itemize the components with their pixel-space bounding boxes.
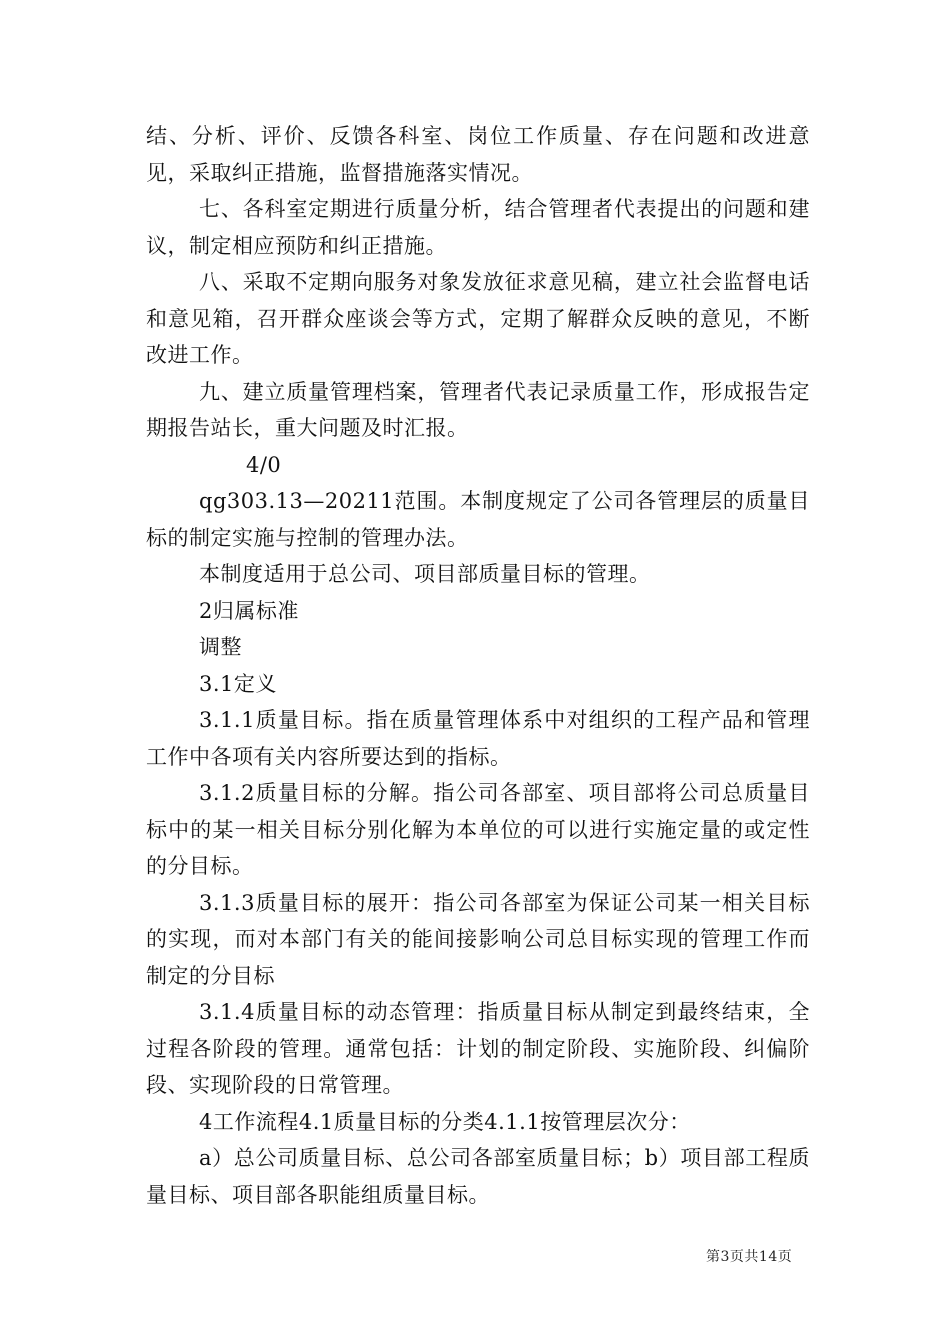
paragraph-scope: qg303.13—20211范围。本制度规定了公司各管理层的质量目标的制定实施与控制的管理办法。 bbox=[146, 489, 810, 550]
heading-section-2: 2归属标准 bbox=[199, 598, 299, 623]
paragraph-applicability: 本制度适用于总公司、项目部质量目标的管理。 bbox=[199, 562, 651, 586]
paragraph-item-8: 八、采取不定期向服务对象发放征求意见稿，建立社会监督电话和意见箱，召开群众座谈会等方式，定期了解群众反映的意见，不断改进工作。 bbox=[146, 270, 810, 367]
heading-section-3-1: 3.1定义 bbox=[199, 671, 277, 696]
page-marker: 4/0 bbox=[246, 452, 282, 477]
page-number-footer: 第3页共14页 bbox=[706, 1249, 793, 1265]
document-body bbox=[146, 118, 810, 1213]
paragraph-section-4: 4工作流程4.1质量目标的分类4.1.1按管理层次分： bbox=[199, 1109, 691, 1134]
paragraph-3-1-4: 3.1.4质量目标的动态管理：指质量目标从制定到最终结束，全过程各阶段的管理。通常包括：计划的制定阶段、实施阶段、纠偏阶段、实现阶段的日常管理。 bbox=[146, 1000, 810, 1097]
heading-adjustment: 调整 bbox=[199, 635, 242, 659]
paragraph-item-7: 七、各科室定期进行质量分析，结合管理者代表提出的问题和建议，制定相应预防和纠正措施。 bbox=[146, 197, 810, 258]
paragraph-3-1-1: 3.1.1质量目标。指在质量管理体系中对组织的工程产品和管理工作中各项有关内容所要达到的指标。 bbox=[146, 708, 810, 769]
paragraph-continuation: 结、分析、评价、反馈各科室、岗位工作质量、存在问题和改进意见，采取纠正措施，监督措施落实情况。 bbox=[146, 124, 810, 185]
paragraph-item-9: 九、建立质量管理档案，管理者代表记录质量工作，形成报告定期报告站长，重大问题及时汇报。 bbox=[146, 379, 810, 440]
paragraph-3-1-2: 3.1.2质量目标的分解。指公司各部室、项目部将公司总质量目标中的某一相关目标分别化解为本单位的可以进行实施定量的或定性的分目标。 bbox=[146, 781, 810, 878]
paragraph-3-1-3: 3.1.3质量目标的展开：指公司各部室为保证公司某一相关目标的实现，而对本部门有关的能间接影响公司总目标实现的管理工作而制定的分目标 bbox=[146, 890, 810, 988]
paragraph-classification-items: a）总公司质量目标、总公司各部室质量目标；b）项目部工程质量目标、项目部各职能组质量目标。 bbox=[146, 1146, 810, 1207]
